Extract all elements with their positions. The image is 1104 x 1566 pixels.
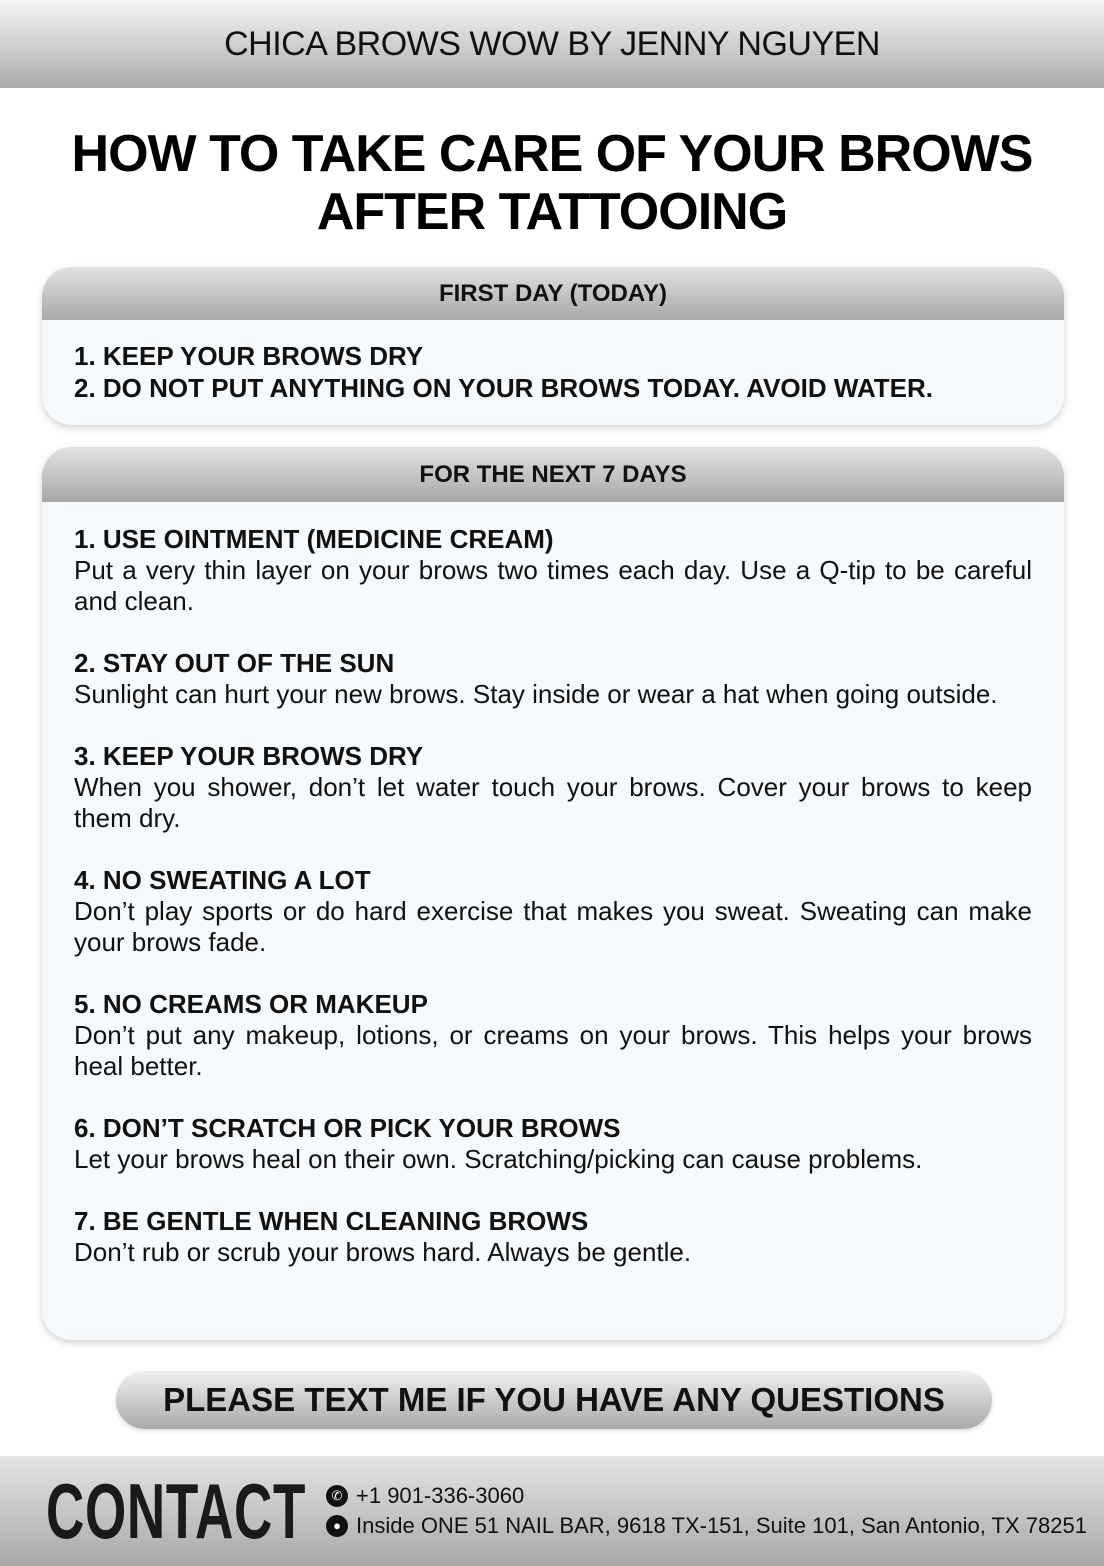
care-item [74, 741, 1032, 834]
page-title [0, 125, 1104, 241]
care-item-title: 2. STAY OUT OF THE SUN [74, 648, 395, 678]
phone-number[interactable]: +1 901-336-3060 [356, 1483, 525, 1508]
care-item-text: Don’t play sports or do hard exercise that makes you sweat. Sweating can make your brows fade. [74, 896, 1032, 957]
care-item [74, 1206, 1032, 1268]
title-line-1: HOW TO TAKE CARE OF YOUR BROWS [71, 125, 1033, 183]
contact-footer [0, 1456, 1104, 1566]
care-item-text: Put a very thin layer on your brows two times each day. Use a Q-tip to be careful and clean. [74, 555, 1032, 616]
title-line-2: AFTER TATTOOING [316, 183, 788, 241]
care-item [74, 648, 1032, 710]
care-item-text: Let your brows heal on their own. Scratching/picking can cause problems. [74, 1144, 923, 1174]
care-item-title: 3. KEEP YOUR BROWS DRY [74, 741, 424, 771]
care-item-title: 1. USE OINTMENT (MEDICINE CREAM) [74, 524, 554, 554]
care-item-text: Don’t put any makeup, lotions, or creams on your brows. This helps your brows heal better. [74, 1020, 1032, 1081]
first-day-item: 1. KEEP YOUR BROWS DRY [74, 341, 424, 371]
first-day-item: 2. DO NOT PUT ANYTHING ON YOUR BROWS TODAY. AVOID WATER. [74, 373, 934, 403]
care-item-title: 7. BE GENTLE WHEN CLEANING BROWS [74, 1206, 589, 1236]
next-days-card [42, 447, 1064, 1340]
first-day-heading: FIRST DAY (TODAY) [42, 267, 1064, 320]
brand-header [0, 0, 1104, 88]
care-item-text: When you shower, don’t let water touch your brows. Cover your brows to keep them dry. [74, 772, 1032, 833]
care-item [74, 1113, 1032, 1175]
care-item-title: 5. NO CREAMS OR MAKEUP [74, 989, 428, 1019]
phone-icon: ✆ [326, 1485, 348, 1507]
care-item-title: 4. NO SWEATING A LOT [74, 865, 371, 895]
brand-name: CHICA BROWS WOW BY JENNY NGUYEN [224, 24, 880, 63]
care-item [74, 524, 1032, 617]
care-item-title: 6. DON’T SCRATCH OR PICK YOUR BROWS [74, 1113, 621, 1143]
care-item [74, 865, 1032, 958]
first-day-card [42, 267, 1064, 425]
care-item [74, 989, 1032, 1082]
care-item-text: Sunlight can hurt your new brows. Stay inside or wear a hat when going outside. [74, 679, 998, 709]
next-days-heading: FOR THE NEXT 7 DAYS [42, 447, 1064, 502]
contact-label: CONTACT [46, 1466, 307, 1555]
questions-banner: PLEASE TEXT ME IF YOU HAVE ANY QUESTIONS [116, 1371, 992, 1429]
address: Inside ONE 51 NAIL BAR, 9618 TX-151, Suite 101, San Antonio, TX 78251 [356, 1513, 1087, 1538]
care-item-text: Don’t rub or scrub your brows hard. Always be gentle. [74, 1237, 692, 1267]
map-pin-icon: ● [326, 1515, 348, 1537]
